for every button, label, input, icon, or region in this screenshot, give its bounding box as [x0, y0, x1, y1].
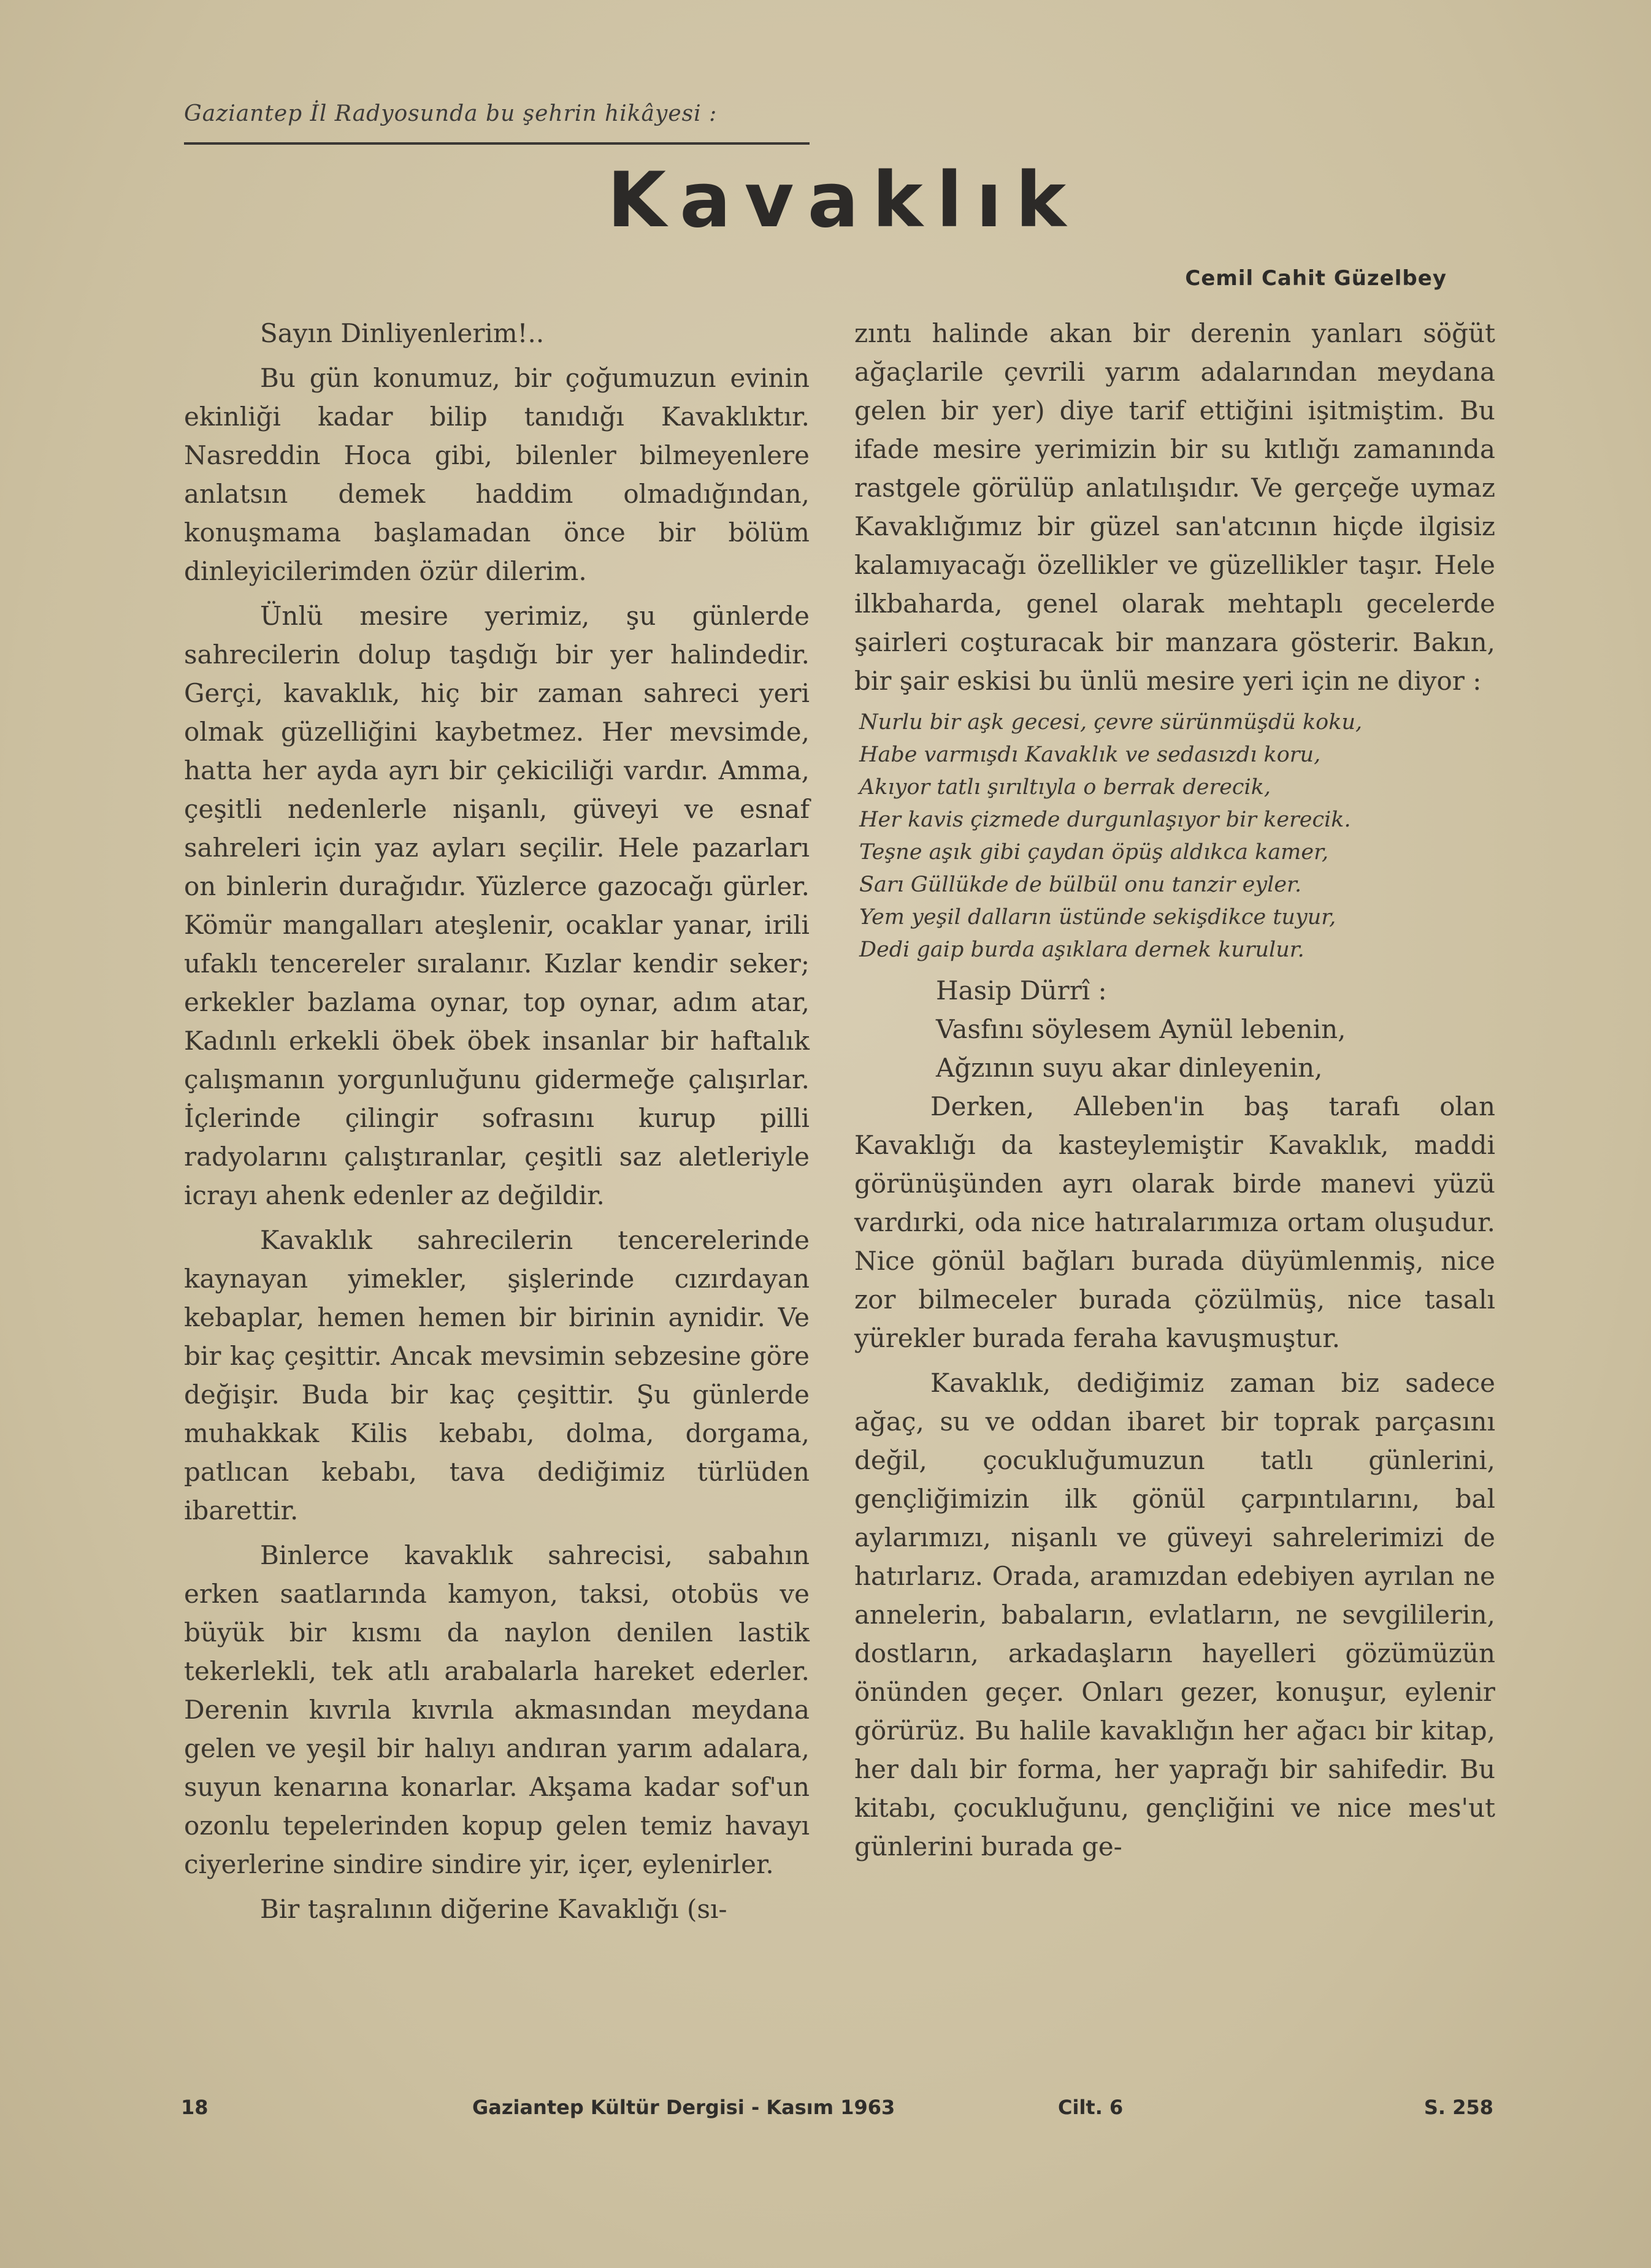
poem-line: Her kavis çizmede durgunlaşıyor bir kerecik. [859, 808, 1351, 832]
heading-rule [184, 142, 810, 145]
volume-number: Cilt. 6 [1058, 2096, 1124, 2119]
left-column [184, 314, 810, 1934]
verse-line: Hasip Dürrî : [936, 976, 1107, 1006]
poem-line: Yem yeşil dalların üstünde sekişdikce tuyur, [859, 905, 1336, 930]
poem-line: Sarı Güllükde de bülbül onu tanzir eyler. [859, 872, 1302, 897]
paragraph: Bir taşralının diğerine Kavaklığı (sı- [260, 1894, 727, 1924]
paragraph: Bu gün konumuz, bir çoğumuzun evinin ekinliği kadar bilip tanıdığı Kavaklıktır. Nasreddin Hoca gibi, bilenler bilmeyenlere anlatsın demek haddim olmadığından, konuşmama başlamadan önce bir bölüm dinleyicilerimden özür dilerim. [184, 363, 810, 586]
verse-quote [854, 971, 1495, 1087]
paragraph: Kavaklık, dediğimiz zaman biz sadece ağaç, su ve oddan ibaret bir toprak parçasını değil, çocukluğumuzun tatlı günlerini, gençliğimizin ilk gönül çarpıntılarını, bal aylarımızı, nişanlı ve güveyi sahrelerimizi de hatırlarız. Orada, aramızdan edebiyen ayrılan ne annelerin, babaların, evlatların, ne sevgililerin, dostların, arkadaşların hayelleri gözümüzün önünden geçer. Onları gezer, konuşur, eylenir görürüz. Bu halile kavaklığın her ağacı bir kitap, her dalı bir forma, her yaprağı bir sahifedir. Bu kitabı, çocukluğunu, gençliğini ve nice mes'ut günlerini burada ge- [854, 1368, 1495, 1861]
poem-line: Teşne aşık gibi çaydan öpüş aldıkca kamer, [859, 840, 1329, 865]
poem [859, 706, 1495, 966]
right-column [854, 314, 1495, 1872]
verse-line: Vasfını söylesem Aynül lebenin, [936, 1014, 1346, 1044]
article-title: Kavaklık [607, 156, 1080, 245]
poem-line: Akıyor tatlı şırıltıyla o berrak derecik, [859, 775, 1271, 800]
author-name: Cemil Cahit Güzelbey [1185, 266, 1447, 291]
poem-line: Nurlu bir aşk gecesi, çevre sürünmüşdü koku, [859, 710, 1363, 735]
paragraph-continued: zıntı halinde akan bir derenin yanları söğüt ağaçlarile çevrili yarım adalarından meydana gelen bir yer) diye tarif ettiğini işitmiştim. Bu ifade mesire yerimizin bir su kıtlığı zamanında rastgele görülüp anlatılışıdır. Ve gerçeğe uymaz Kavaklığımız bir güzel san'atcının hiçde ilgisiz kalamıyacağı özellikler ve güzellikler taşır. Hele ilkbaharda, genel olarak mehtaplı gecelerde şairleri coşturacak bir manzara gösterir. Bakın, bir şair eskisi bu ünlü mesire yeri için ne diyor : [854, 318, 1495, 696]
poem-line: Habe varmışdı Kavaklık ve sedasızdı koru, [859, 743, 1321, 767]
series-heading: Gaziantep İl Radyosunda bu şehrin hikâyesi : [184, 101, 718, 126]
issue-number: S. 258 [1423, 2096, 1493, 2119]
page-number: 18 [181, 2096, 209, 2119]
paragraph: Derken, Alleben'in baş tarafı olan Kavaklığı da kasteylemiştir Kavaklık, maddi görünüşünden ayrı olarak birde manevi yüzü vardırki, oda nice hatıralarımıza ortam oluşudur. Nice gönül bağları burada düyümlenmiş, nice zor bilmeceler burada çözülmüş, nice tasalı yürekler burada feraha kavuşmuştur. [854, 1091, 1495, 1353]
page-footer [181, 2096, 1493, 2126]
magazine-name: Gaziantep Kültür Dergisi - Kasım 1963 [472, 2096, 895, 2119]
paragraph: Ünlü mesire yerimiz, şu günlerde sahrecilerin dolup taşdığı bir yer halindedir. Gerçi, kavaklık, hiç bir zaman sahreci yeri olmak güzelliğini kaybetmez. Her mevsimde, hatta her ayda ayrı bir çekiciliği vardır. Amma, çeşitli nedenlerle nişanlı, güveyi ve esnaf sahreleri için yaz ayları seçilir. Hele pazarları on binlerin durağıdır. Yüzlerce gazocağı gürler. Kömür mangalları ateşlenir, ocaklar yanar, irili ufaklı tencereler sıralanır. Kızlar kendir seker; erkekler bazlama oynar, top oynar, adım atar, Kadınlı erkekli öbek öbek insanlar bir haftalık çalışmanın yorgunluğunu gidermeğe çalışırlar. İçlerinde çilingir sofrasını kurup pilli radyolarını çalıştıranlar, çeşitli saz aletleriyle icrayı ahenk edenler az değildir. [184, 601, 810, 1210]
paragraph: Kavaklık sahrecilerin tencerelerinde kaynayan yimekler, şişlerinde cızırdayan kebaplar, hemen hemen bir birinin aynidir. Ve bir kaç çeşittir. Ancak mevsimin sebzesine göre değişir. Buda bir kaç çeşittir. Şu günlerde muhakkak Kilis kebabı, dolma, dorgama, patlıcan kebabı, tava dediğimiz türlüden ibarettir. [184, 1225, 810, 1525]
poem-line: Dedi gaip burda aşıklara dernek kurulur. [859, 937, 1304, 962]
verse-line: Ağzının suyu akar dinleyenin, [936, 1053, 1323, 1083]
greeting: Sayın Dinliyenlerim!.. [260, 318, 545, 348]
paragraph: Binlerce kavaklık sahrecisi, sabahın erken saatlarında kamyon, taksi, otobüs ve büyük bir kısmı da naylon denilen lastik tekerlekli, tek atlı arabalarla hareket ederler. Derenin kıvrıla kıvrıla akmasından meydana gelen ve yeşil bir halıyı andıran yarım adalara, suyun kenarına konarlar. Akşama kadar sof'un ozonlu tepelerinden kopup gelen temiz havayı ciyerlerine sindire sindire yir, içer, eylenirler. [184, 1540, 810, 1879]
